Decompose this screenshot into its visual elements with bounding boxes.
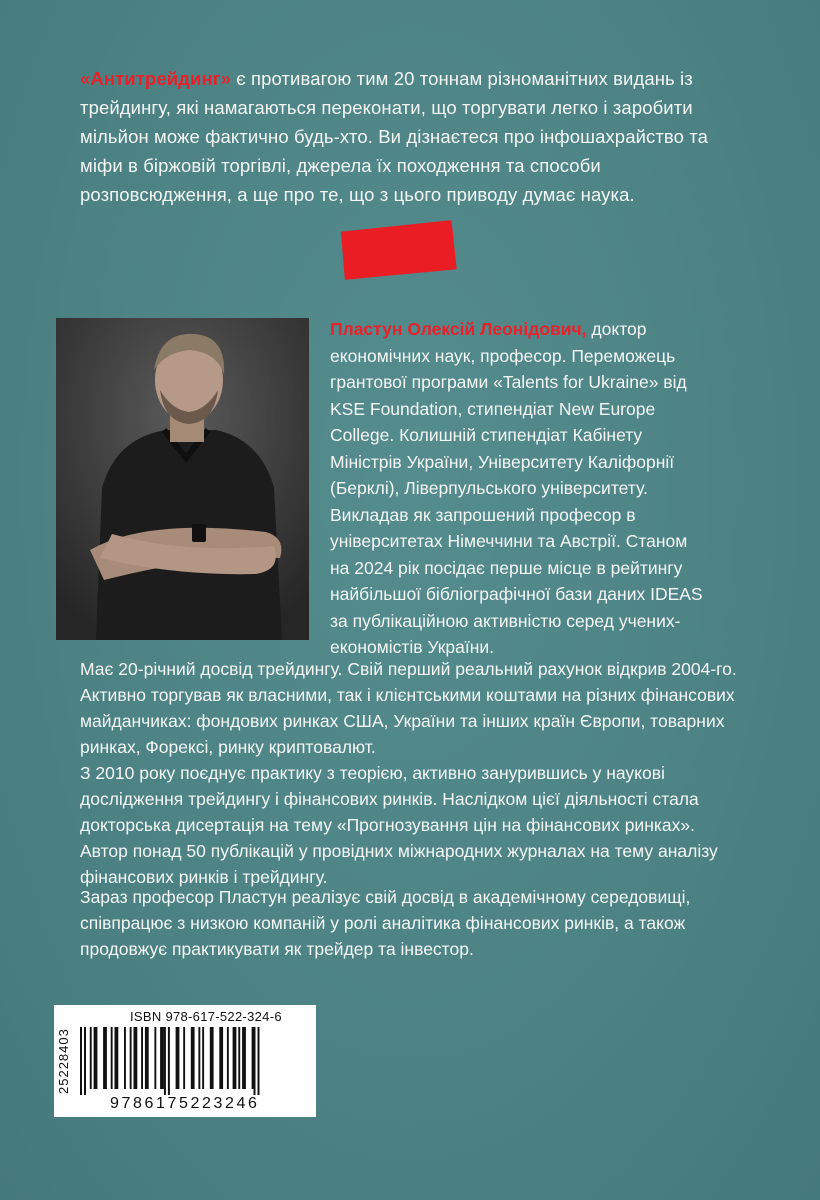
barcode-bar xyxy=(134,1027,138,1089)
barcode-bar xyxy=(124,1027,126,1089)
barcode-guard-bar xyxy=(164,1027,166,1095)
intro-paragraph xyxy=(80,64,720,209)
barcode-bar xyxy=(145,1027,149,1089)
barcode-bar xyxy=(130,1027,132,1089)
barcode-bar xyxy=(176,1027,180,1089)
barcode-guard-bar xyxy=(84,1027,86,1095)
barcode-bar xyxy=(94,1027,98,1089)
barcode-block xyxy=(54,1005,316,1117)
barcode-bar xyxy=(90,1027,92,1089)
barcode-bars xyxy=(76,1027,310,1095)
barcode-guard-bar xyxy=(168,1027,170,1095)
barcode-guard-bar xyxy=(258,1027,260,1095)
experience-paragraph: Має 20-річний досвід трейдингу. Свій перший реальний рахунок відкрив 2004-го. Активно торгував як власними, так і клієнтськими коштами на різних фінансових майданчиках: фондових ринках США, України та інших країн Європи, товарних ринках, Форексі, ринку криптовалют. xyxy=(80,659,737,757)
side-number: 25228403 xyxy=(56,1028,71,1094)
barcode-bar xyxy=(210,1027,214,1089)
barcode-bar xyxy=(198,1027,200,1089)
research-paragraph: З 2010 року поєднує практику з теорією, активно занурившись у наукові дослідження трейдингу і фінансових ринків. Наслідком цієї діяльності стала докторська дисертація на тему «Прогнозування цін на фінансових ринках». Автор понад 50 публікацій у провідних міжнародних журналах на тему аналізу фінансових ринків і трейдингу. xyxy=(80,763,718,887)
barcode-bar xyxy=(160,1027,164,1089)
barcode-bar xyxy=(219,1027,223,1089)
current-activity-paragraph: Зараз професор Пластун реалізує свій досвід в академічному середовищі, співпрацює з низкою компаній у ролі аналітика фінансових ринків, а також продовжує практикувати як трейдер та інвестор. xyxy=(80,887,691,959)
barcode-guard-bar xyxy=(80,1027,82,1095)
barcode-guard-bar xyxy=(254,1027,256,1095)
barcode-bar xyxy=(227,1027,229,1089)
author-bio xyxy=(330,316,710,661)
intro-text: є противагою тим 20 тоннам різноманітних видань із трейдингу, які намагаються переконати, що торгувати легко і заробити мільйон може фактично будь-хто. Ви дізнаєтеся про інфошахрайство та міфи в біржовій торгівлі, джерела їх походження та способи розповсюдження, а ще про те, що з цього приводу думає наука. xyxy=(80,68,709,205)
barcode-bar xyxy=(111,1027,113,1089)
ean-number: 9786175223246 xyxy=(110,1095,260,1112)
barcode-bar xyxy=(103,1027,107,1089)
author-name: Пластун Олексій Леонідович, xyxy=(330,319,587,339)
barcode-bar xyxy=(252,1027,254,1089)
barcode-bar xyxy=(183,1027,185,1089)
author-portrait-image xyxy=(56,318,309,640)
author-bio-text: доктор економічних наук, професор. Переможець грантової програми «Talents for Ukraine» від KSE Foundation, стипендіат New Europe College. Колишній стипендіат Кабінету Міністрів України, Університету Каліфорнії (Берклі), Ліверпульського університету. Викладав як запрошений професор в університетах Німеччини та Австрії. Станом на 2024 рік посідає перше місце в рейтингу найбільшої бібліографічної бази даних IDEAS за публікаційною активністю серед учених-економістів України. xyxy=(330,319,703,657)
barcode-bar xyxy=(242,1027,246,1089)
barcode-bar xyxy=(202,1027,204,1089)
barcode-bar xyxy=(115,1027,119,1089)
barcode-bar xyxy=(233,1027,237,1089)
barcode-bar xyxy=(238,1027,240,1089)
barcode-bar xyxy=(141,1027,143,1089)
isbn-label: ISBN 978-617-522-324-6 xyxy=(130,1009,282,1024)
barcode-bar xyxy=(154,1027,156,1089)
book-title-highlight: «Антитрейдинг» xyxy=(80,68,231,89)
author-photo xyxy=(56,318,309,640)
barcode-bar xyxy=(191,1027,195,1089)
